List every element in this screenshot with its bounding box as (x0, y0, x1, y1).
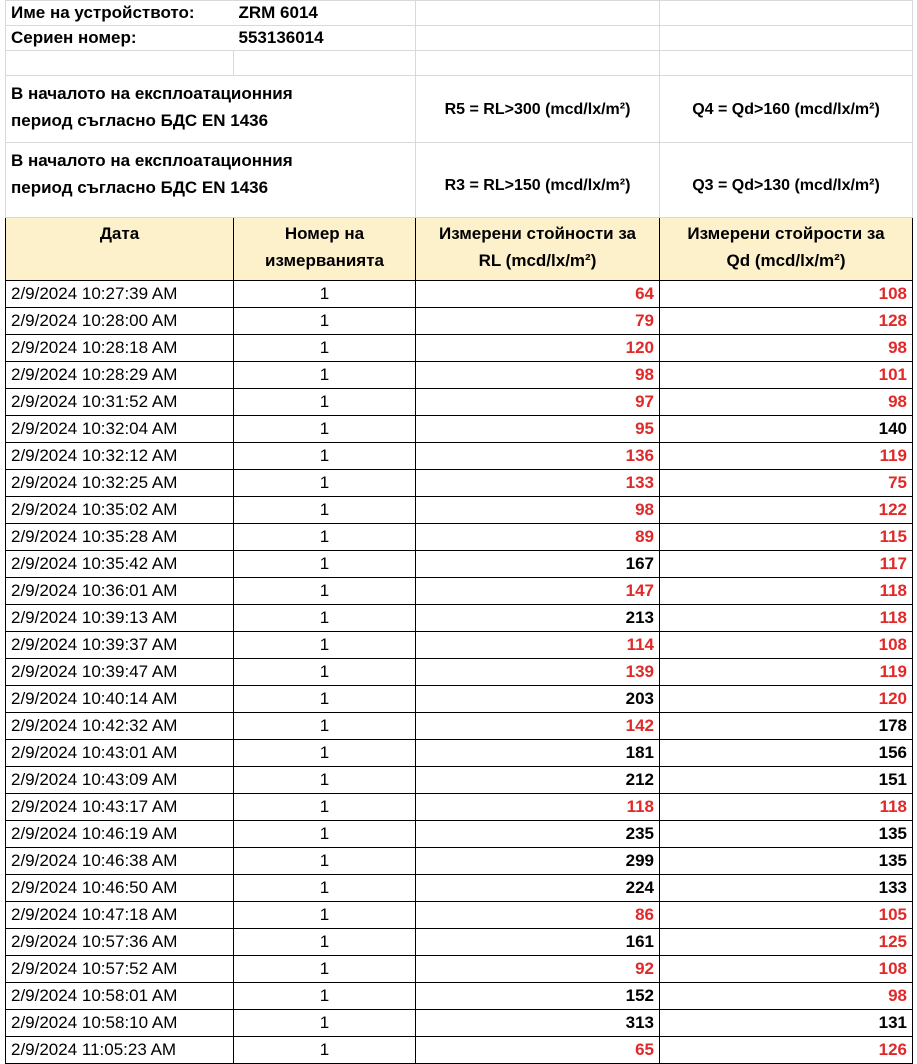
measurement-sheet (5, 0, 913, 1064)
date-cell: 2/9/2024 10:32:25 AM (6, 470, 234, 497)
measurement-number-cell: 1 (234, 389, 416, 416)
measurement-number-cell: 1 (234, 605, 416, 632)
measurement-number-cell: 1 (234, 794, 416, 821)
measurement-number-cell: 1 (234, 767, 416, 794)
qd-value-cell: 120 (660, 686, 913, 713)
rl-value-cell: 167 (416, 551, 660, 578)
date-cell: 2/9/2024 10:43:01 AM (6, 740, 234, 767)
table-row (6, 740, 913, 767)
table-row (6, 632, 913, 659)
measurement-number-cell: 1 (234, 551, 416, 578)
table-row (6, 902, 913, 929)
rl-value-cell: 212 (416, 767, 660, 794)
qd-value-cell: 108 (660, 281, 913, 308)
date-cell: 2/9/2024 11:05:23 AM (6, 1037, 234, 1064)
table-row (6, 875, 913, 902)
rl-value-cell: 118 (416, 794, 660, 821)
empty-cell (6, 51, 234, 76)
measurement-number-cell: 1 (234, 848, 416, 875)
qd-class-requirement: Q4 = Qd>160 (mcd/lx/m²) (660, 76, 913, 143)
date-cell: 2/9/2024 10:28:18 AM (6, 335, 234, 362)
measurement-number-cell: 1 (234, 497, 416, 524)
rl-value-cell: 235 (416, 821, 660, 848)
rl-value-cell: 142 (416, 713, 660, 740)
qd-value-cell: 140 (660, 416, 913, 443)
measurement-number-cell: 1 (234, 443, 416, 470)
measurement-number-cell: 1 (234, 335, 416, 362)
measurement-number-cell: 1 (234, 1037, 416, 1064)
table-row (6, 821, 913, 848)
rl-value-cell: 224 (416, 875, 660, 902)
rl-value-cell: 136 (416, 443, 660, 470)
table-header-row (6, 218, 913, 281)
date-cell: 2/9/2024 10:47:18 AM (6, 902, 234, 929)
date-cell: 2/9/2024 10:32:12 AM (6, 443, 234, 470)
serial-number-label: Сериен номер: (6, 26, 234, 51)
date-cell: 2/9/2024 10:46:19 AM (6, 821, 234, 848)
criteria-description: В началото на експлоатационния период съгласно БДС EN 1436 (6, 143, 416, 218)
table-row (6, 335, 913, 362)
rl-value-cell: 98 (416, 362, 660, 389)
measurement-number-cell: 1 (234, 740, 416, 767)
table-row (6, 794, 913, 821)
date-cell: 2/9/2024 10:28:00 AM (6, 308, 234, 335)
date-cell: 2/9/2024 10:36:01 AM (6, 578, 234, 605)
qd-value-cell: 118 (660, 605, 913, 632)
table-row (6, 983, 913, 1010)
qd-value-cell: 98 (660, 983, 913, 1010)
date-cell: 2/9/2024 10:35:42 AM (6, 551, 234, 578)
rl-value-cell: 65 (416, 1037, 660, 1064)
table-row (6, 605, 913, 632)
rl-value-cell: 147 (416, 578, 660, 605)
measurement-number-cell: 1 (234, 362, 416, 389)
qd-value-cell: 119 (660, 443, 913, 470)
column-header-date: Дата (6, 218, 234, 281)
empty-cell (660, 51, 913, 76)
rl-value-cell: 133 (416, 470, 660, 497)
empty-cell (660, 26, 913, 51)
table-row (6, 551, 913, 578)
measurement-number-cell: 1 (234, 524, 416, 551)
qd-value-cell: 135 (660, 821, 913, 848)
date-cell: 2/9/2024 10:39:37 AM (6, 632, 234, 659)
date-cell: 2/9/2024 10:40:14 AM (6, 686, 234, 713)
rl-value-cell: 97 (416, 389, 660, 416)
qd-value-cell: 151 (660, 767, 913, 794)
empty-cell (416, 51, 660, 76)
table-row (6, 659, 913, 686)
rl-value-cell: 161 (416, 929, 660, 956)
empty-cell (234, 51, 416, 76)
measurement-number-cell: 1 (234, 578, 416, 605)
date-cell: 2/9/2024 10:31:52 AM (6, 389, 234, 416)
date-cell: 2/9/2024 10:39:47 AM (6, 659, 234, 686)
qd-value-cell: 108 (660, 956, 913, 983)
serial-number-value: 553136014 (234, 26, 416, 51)
column-header-rl: Измерени стойности за RL (mcd/lx/m²) (416, 218, 660, 281)
measurement-number-cell: 1 (234, 659, 416, 686)
date-cell: 2/9/2024 10:35:02 AM (6, 497, 234, 524)
qd-value-cell: 105 (660, 902, 913, 929)
measurement-number-cell: 1 (234, 308, 416, 335)
measurement-number-cell: 1 (234, 416, 416, 443)
qd-value-cell: 156 (660, 740, 913, 767)
rl-value-cell: 213 (416, 605, 660, 632)
date-cell: 2/9/2024 10:58:01 AM (6, 983, 234, 1010)
table-row (6, 713, 913, 740)
rl-value-cell: 299 (416, 848, 660, 875)
spreadsheet (5, 0, 912, 1064)
rl-value-cell: 79 (416, 308, 660, 335)
table-row (6, 443, 913, 470)
rl-value-cell: 114 (416, 632, 660, 659)
table-row (6, 497, 913, 524)
rl-value-cell: 64 (416, 281, 660, 308)
rl-value-cell: 89 (416, 524, 660, 551)
date-cell: 2/9/2024 10:27:39 AM (6, 281, 234, 308)
qd-class-requirement: Q3 = Qd>130 (mcd/lx/m²) (660, 143, 913, 218)
qd-value-cell: 108 (660, 632, 913, 659)
qd-value-cell: 101 (660, 362, 913, 389)
qd-value-cell: 178 (660, 713, 913, 740)
date-cell: 2/9/2024 10:42:32 AM (6, 713, 234, 740)
table-row (6, 389, 913, 416)
date-cell: 2/9/2024 10:43:09 AM (6, 767, 234, 794)
qd-value-cell: 133 (660, 875, 913, 902)
rl-value-cell: 139 (416, 659, 660, 686)
measurement-number-cell: 1 (234, 470, 416, 497)
measurement-number-cell: 1 (234, 902, 416, 929)
qd-value-cell: 131 (660, 1010, 913, 1037)
criteria-row (6, 143, 913, 218)
rl-class-requirement: R3 = RL>150 (mcd/lx/m²) (416, 143, 660, 218)
table-row (6, 308, 913, 335)
date-cell: 2/9/2024 10:46:50 AM (6, 875, 234, 902)
qd-value-cell: 135 (660, 848, 913, 875)
rl-value-cell: 181 (416, 740, 660, 767)
rl-value-cell: 95 (416, 416, 660, 443)
qd-value-cell: 128 (660, 308, 913, 335)
table-row (6, 416, 913, 443)
date-cell: 2/9/2024 10:28:29 AM (6, 362, 234, 389)
date-cell: 2/9/2024 10:57:52 AM (6, 956, 234, 983)
table-row (6, 848, 913, 875)
table-row (6, 767, 913, 794)
table-row (6, 956, 913, 983)
empty-cell (416, 1, 660, 26)
measurement-number-cell: 1 (234, 875, 416, 902)
rl-value-cell: 86 (416, 902, 660, 929)
measurement-number-cell: 1 (234, 632, 416, 659)
rl-value-cell: 92 (416, 956, 660, 983)
measurement-number-cell: 1 (234, 713, 416, 740)
qd-value-cell: 118 (660, 578, 913, 605)
criteria-description: В началото на експлоатационния период съгласно БДС EN 1436 (6, 76, 416, 143)
table-row (6, 470, 913, 497)
device-name-row (6, 1, 913, 26)
rl-class-requirement: R5 = RL>300 (mcd/lx/m²) (416, 76, 660, 143)
measurement-number-cell: 1 (234, 956, 416, 983)
qd-value-cell: 118 (660, 794, 913, 821)
device-name-value: ZRM 6014 (234, 1, 416, 26)
qd-value-cell: 122 (660, 497, 913, 524)
table-row (6, 524, 913, 551)
device-name-label: Име на устройството: (6, 1, 234, 26)
qd-value-cell: 119 (660, 659, 913, 686)
measurement-number-cell: 1 (234, 929, 416, 956)
qd-value-cell: 125 (660, 929, 913, 956)
measurement-number-cell: 1 (234, 983, 416, 1010)
serial-number-row (6, 26, 913, 51)
rl-value-cell: 120 (416, 335, 660, 362)
rl-value-cell: 98 (416, 497, 660, 524)
rl-value-cell: 313 (416, 1010, 660, 1037)
rl-value-cell: 203 (416, 686, 660, 713)
qd-value-cell: 75 (660, 470, 913, 497)
measurement-rows (6, 281, 913, 1064)
table-row (6, 281, 913, 308)
rl-value-cell: 152 (416, 983, 660, 1010)
table-row (6, 1037, 913, 1064)
column-header-qd: Измерени стойрости за Qd (mcd/lx/m²) (660, 218, 913, 281)
qd-value-cell: 126 (660, 1037, 913, 1064)
measurement-number-cell: 1 (234, 686, 416, 713)
column-header-measurement-number: Номер на измерванията (234, 218, 416, 281)
qd-value-cell: 117 (660, 551, 913, 578)
measurement-number-cell: 1 (234, 821, 416, 848)
table-row (6, 578, 913, 605)
date-cell: 2/9/2024 10:46:38 AM (6, 848, 234, 875)
blank-row (6, 51, 913, 76)
measurement-number-cell: 1 (234, 281, 416, 308)
date-cell: 2/9/2024 10:32:04 AM (6, 416, 234, 443)
date-cell: 2/9/2024 10:35:28 AM (6, 524, 234, 551)
measurement-number-cell: 1 (234, 1010, 416, 1037)
qd-value-cell: 98 (660, 389, 913, 416)
qd-value-cell: 98 (660, 335, 913, 362)
date-cell: 2/9/2024 10:43:17 AM (6, 794, 234, 821)
table-row (6, 362, 913, 389)
date-cell: 2/9/2024 10:57:36 AM (6, 929, 234, 956)
date-cell: 2/9/2024 10:39:13 AM (6, 605, 234, 632)
table-row (6, 929, 913, 956)
qd-value-cell: 115 (660, 524, 913, 551)
table-row (6, 686, 913, 713)
date-cell: 2/9/2024 10:58:10 AM (6, 1010, 234, 1037)
empty-cell (660, 1, 913, 26)
table-row (6, 1010, 913, 1037)
empty-cell (416, 26, 660, 51)
criteria-row (6, 76, 913, 143)
